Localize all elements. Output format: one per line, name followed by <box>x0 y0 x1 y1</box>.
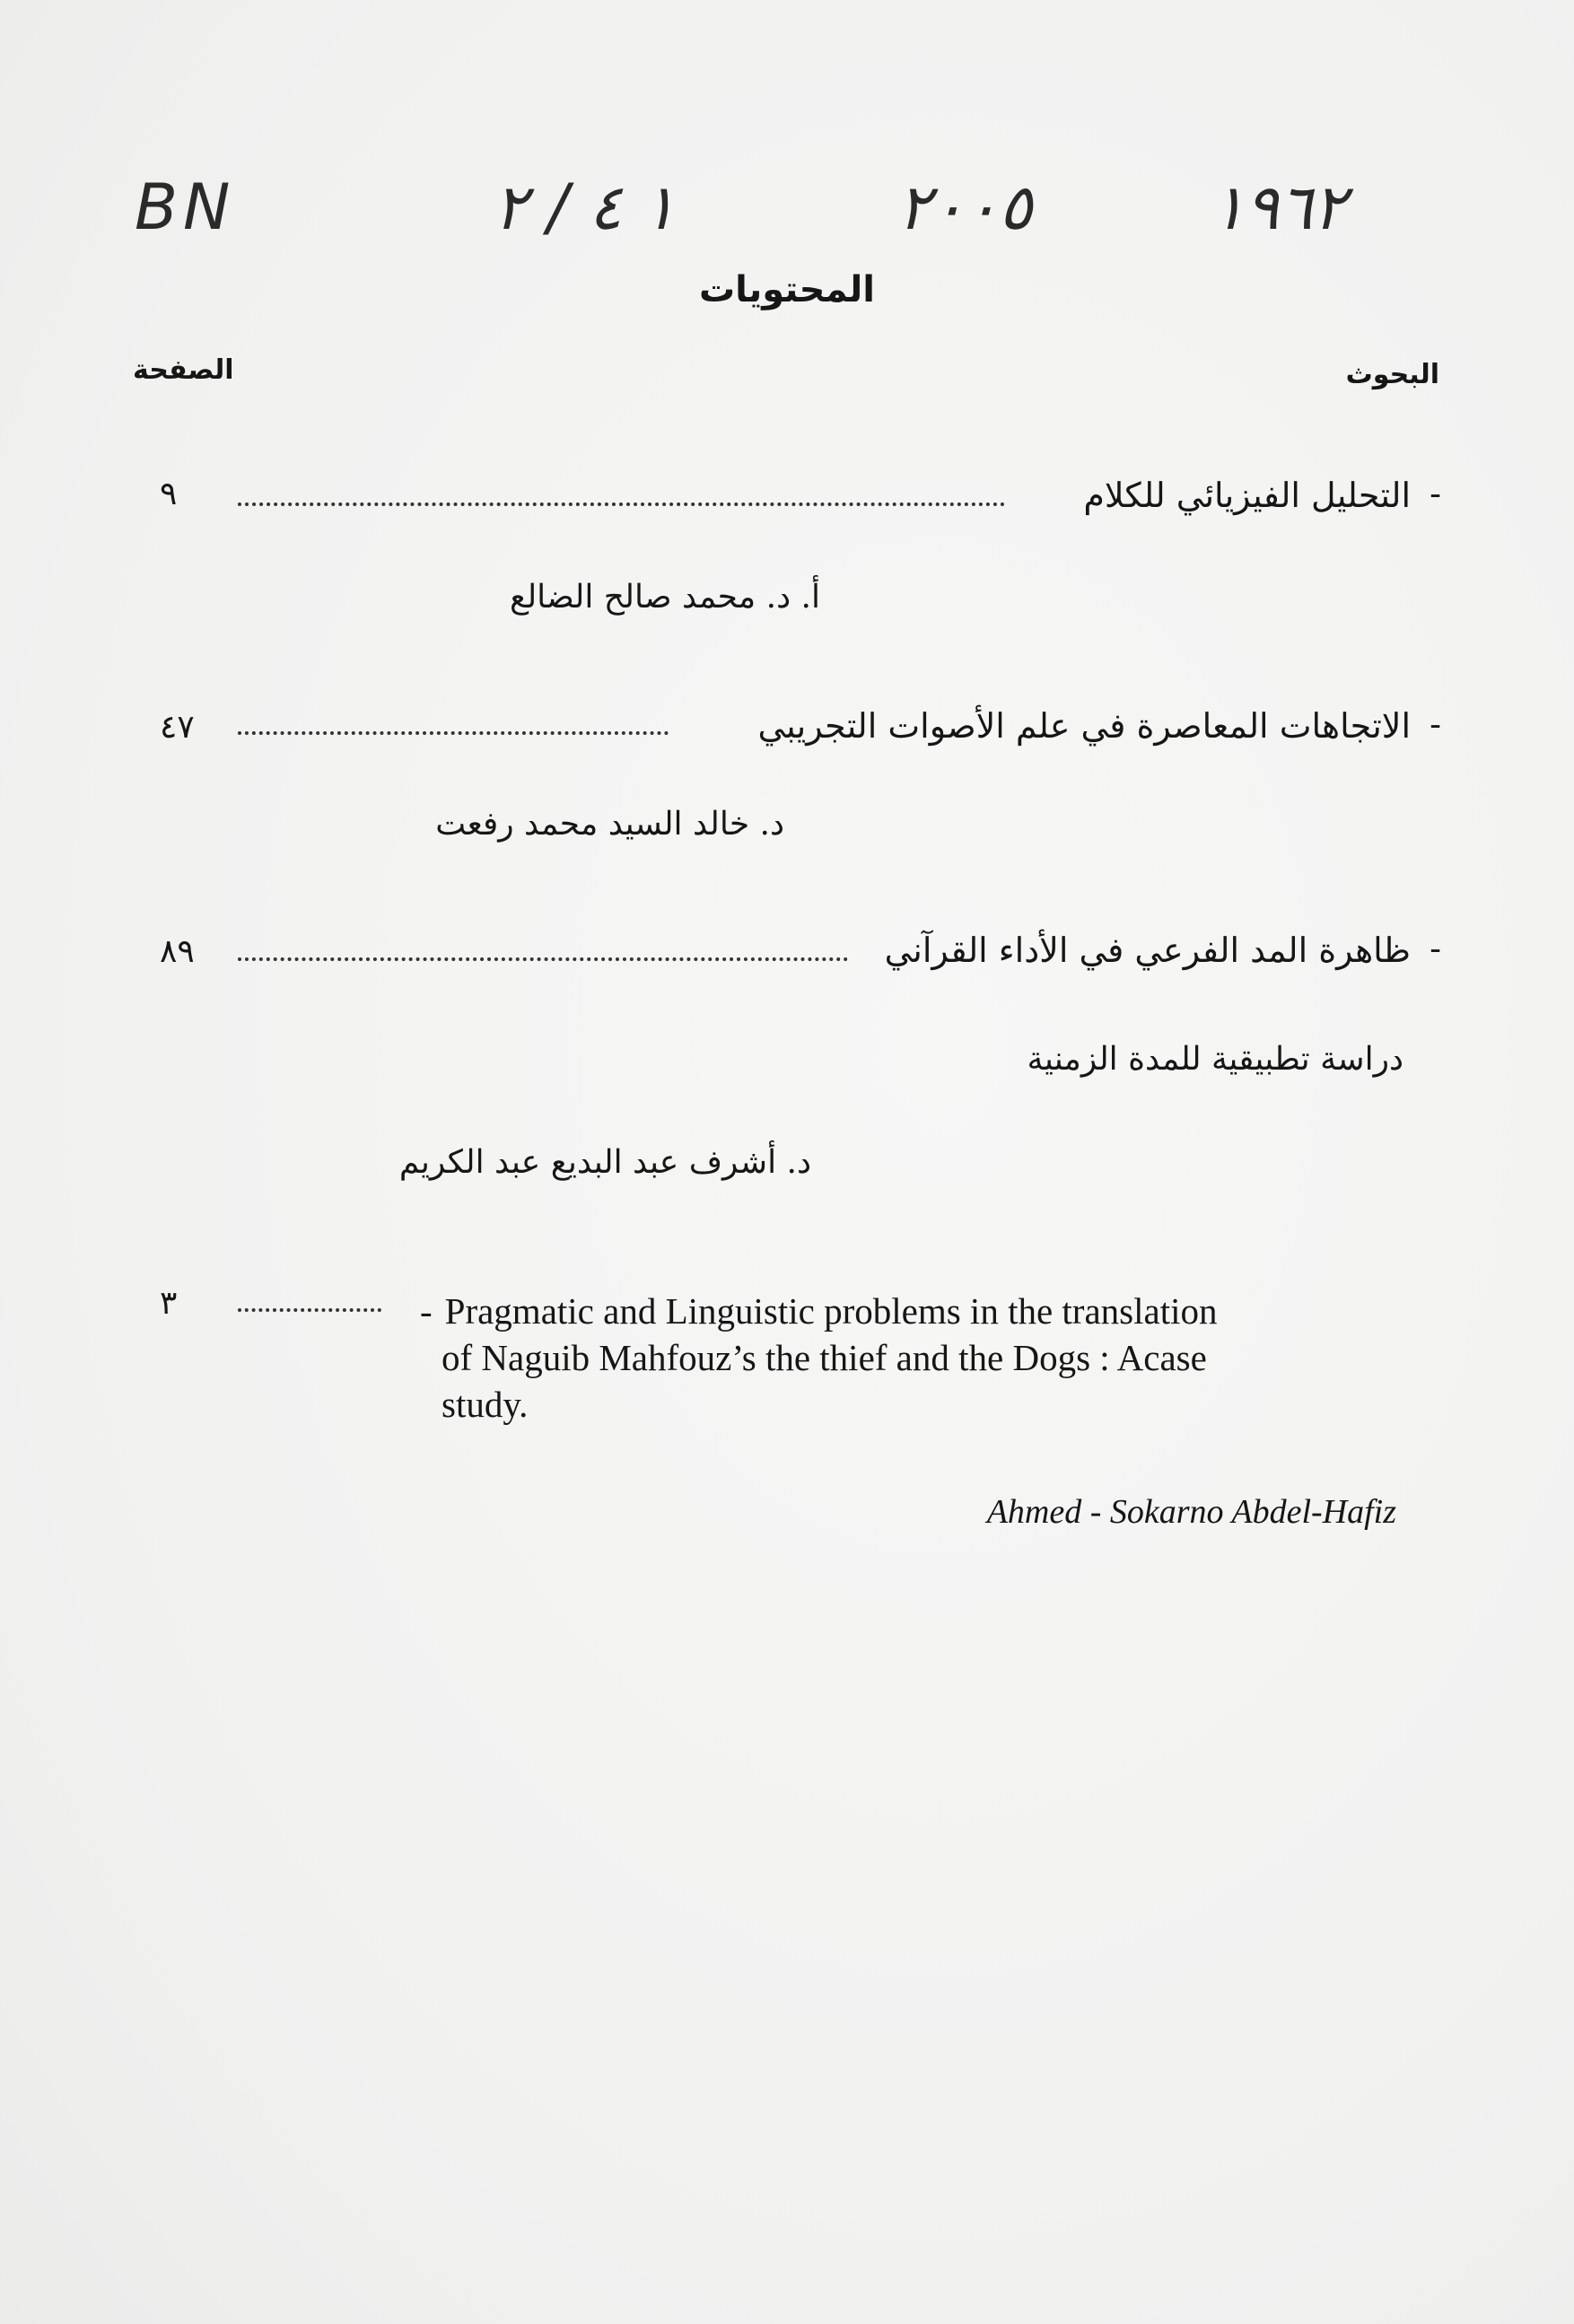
handwritten-annotation <box>135 170 1436 269</box>
page-title: المحتويات <box>698 269 875 310</box>
leader-dots <box>238 957 848 961</box>
entry-dash: - <box>1430 474 1441 513</box>
entry-title[interactable]: التحليل الفيزيائي للكلام <box>1083 476 1411 515</box>
leader-dots <box>238 731 669 735</box>
handwritten-code: BN <box>135 170 236 244</box>
entry-dash: - <box>1430 929 1441 968</box>
entry-page-number: ٤٧ <box>160 709 195 746</box>
entry-subtitle: دراسة تطبيقية للمدة الزمنية <box>1027 1041 1403 1078</box>
entry-title-line: of Naguib Mahfouz’s the thief and the Dogs : Acase <box>442 1337 1207 1378</box>
entry-author: Ahmed - Sokarno Abdel-Hafiz <box>986 1493 1396 1531</box>
entry-page-number: ٩ <box>160 476 178 512</box>
entry-dash: - <box>1430 704 1441 744</box>
entry-title-line: study. <box>442 1384 529 1425</box>
handwritten-number: ١٩٦٢ <box>1211 170 1347 244</box>
handwritten-year: ٢٠٠٥ <box>897 170 1033 244</box>
entry-title-english[interactable] <box>420 1288 1407 1428</box>
handwritten-date: ١ ٤ / ٢ <box>494 170 677 244</box>
column-header-research: البحوث <box>1345 359 1439 390</box>
entry-title-line: - Pragmatic and Linguistic problems in the translation <box>420 1290 1218 1332</box>
entry-title[interactable]: الاتجاهات المعاصرة في علم الأصوات التجريبي <box>757 706 1411 746</box>
entry-author: أ. د. محمد صالح الضالع <box>510 579 820 616</box>
leader-dots <box>238 1308 381 1312</box>
entry-page-number: ٨٩ <box>160 933 195 970</box>
entry-author: د. أشرف عبد البديع عبد الكريم <box>398 1144 811 1181</box>
column-header-page: الصفحة <box>133 354 234 386</box>
entry-dash: - <box>420 1290 433 1332</box>
entry-title[interactable]: ظاهرة المد الفرعي في الأداء القرآني <box>884 930 1411 970</box>
entry-page-number: ٣ <box>160 1285 178 1322</box>
entry-author: د. خالد السيد محمد رفعت <box>435 806 784 843</box>
leader-dots <box>238 502 1005 506</box>
